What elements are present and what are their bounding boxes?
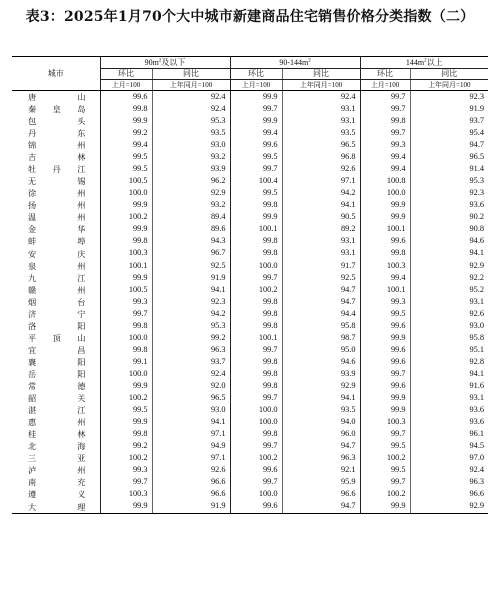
yoy-value-cell: 92.4 xyxy=(469,465,485,475)
yoy-base-header: 上年同月=100 xyxy=(410,80,488,91)
city-cell: 烟台 xyxy=(12,296,100,308)
mom-value-cell: 99.4 xyxy=(100,139,152,151)
yoy-value-cell: 96.3 xyxy=(152,344,230,356)
yoy-value-cell: 94.5 xyxy=(469,441,485,451)
mom-value-cell: 100.0 xyxy=(230,260,282,272)
yoy-value-cell: 94.6 xyxy=(469,236,485,246)
yoy-value-cell: 94.9 xyxy=(152,440,230,452)
table-row xyxy=(12,211,488,223)
yoy-value-cell: 93.1 xyxy=(282,103,360,115)
mom-value-cell: 99.5 xyxy=(100,163,152,175)
mom-value-cell: 99.8 xyxy=(100,344,152,356)
yoy-value-cell: 94.1 xyxy=(152,416,230,428)
yoy-value-cell: 92.9 xyxy=(282,380,360,392)
table-row xyxy=(12,224,488,236)
yoy-value-cell: 92.4 xyxy=(152,103,230,115)
yoy-value-cell: 93.1 xyxy=(282,248,360,260)
yoy-value-cell: 93.5 xyxy=(282,127,360,139)
city-cell: 湛江 xyxy=(12,404,100,416)
mom-value-cell: 99.9 xyxy=(360,404,410,416)
yoy-value-cell: 97.0 xyxy=(469,453,485,463)
mom-value-cell: 100.0 xyxy=(360,187,410,199)
mom-value-cell: 99.8 xyxy=(230,308,282,320)
city-cell: 秦皇岛 xyxy=(12,103,100,115)
yoy-value-cell: 92.4 xyxy=(282,91,360,104)
mom-value-cell: 99.7 xyxy=(360,368,410,380)
table-row xyxy=(12,272,488,284)
table-row xyxy=(12,139,488,151)
mom-value-cell: 99.6 xyxy=(360,236,410,248)
yoy-value-cell: 90.2 xyxy=(469,212,485,222)
mom-value-cell: 99.9 xyxy=(230,115,282,127)
mom-value-cell: 99.5 xyxy=(230,187,282,199)
mom-value-cell: 99.9 xyxy=(360,501,410,514)
mom-value-cell: 99.7 xyxy=(360,91,410,104)
mom-value-cell: 99.8 xyxy=(230,296,282,308)
mom-value-cell: 100.0 xyxy=(230,416,282,428)
table-row xyxy=(12,199,488,211)
mom-value-cell: 99.9 xyxy=(100,272,152,284)
yoy-value-cell: 95.1 xyxy=(469,344,485,354)
mom-value-cell: 99.7 xyxy=(360,477,410,489)
city-cell: 九江 xyxy=(12,272,100,284)
yoy-value-cell: 99.2 xyxy=(152,332,230,344)
mom-value-cell: 100.3 xyxy=(360,416,410,428)
yoy-value-cell: 92.9 xyxy=(469,260,485,270)
yoy-value-cell: 94.1 xyxy=(469,248,485,258)
mom-value-cell: 99.7 xyxy=(360,127,410,139)
mom-value-cell: 100.1 xyxy=(230,332,282,344)
yoy-value-cell: 96.2 xyxy=(152,175,230,187)
yoy-value-cell: 91.9 xyxy=(152,501,230,514)
yoy-value-cell: 97.1 xyxy=(152,428,230,440)
mom-value-cell: 99.7 xyxy=(360,428,410,440)
yoy-value-cell: 93.5 xyxy=(152,127,230,139)
yoy-value-cell: 96.7 xyxy=(152,248,230,260)
yoy-header: 同比 xyxy=(410,69,488,80)
mom-value-cell: 99.8 xyxy=(360,115,410,127)
city-cell: 泸州 xyxy=(12,464,100,476)
table-row xyxy=(12,151,488,163)
mom-value-cell: 99.9 xyxy=(360,332,410,344)
mom-value-cell: 99.4 xyxy=(360,272,410,284)
mom-value-cell: 99.3 xyxy=(360,296,410,308)
table-row xyxy=(12,477,488,489)
yoy-header: 同比 xyxy=(152,69,230,80)
table-row xyxy=(12,489,488,501)
yoy-value-cell: 92.3 xyxy=(152,296,230,308)
table-row xyxy=(12,320,488,332)
table-row xyxy=(12,187,488,199)
mom-value-cell: 99.7 xyxy=(230,344,282,356)
yoy-value-cell: 90.5 xyxy=(282,211,360,223)
mom-value-cell: 99.9 xyxy=(360,199,410,211)
city-cell: 襄阳 xyxy=(12,356,100,368)
yoy-value-cell: 91.7 xyxy=(282,260,360,272)
yoy-value-cell: 93.5 xyxy=(282,404,360,416)
yoy-value-cell: 96.5 xyxy=(152,392,230,404)
mom-value-cell: 99.9 xyxy=(100,199,152,211)
mom-value-cell: 99.8 xyxy=(360,248,410,260)
group-header-under-90: $90m^2$及以下 xyxy=(100,57,230,69)
yoy-value-cell: 94.2 xyxy=(152,308,230,320)
yoy-value-cell: 89.6 xyxy=(152,224,230,236)
mom-value-cell: 99.1 xyxy=(100,356,152,368)
yoy-value-cell: 93.1 xyxy=(469,393,485,403)
table-row xyxy=(12,296,488,308)
yoy-value-cell: 94.1 xyxy=(282,199,360,211)
city-cell: 温州 xyxy=(12,211,100,223)
table-row xyxy=(12,163,488,175)
mom-value-cell: 100.4 xyxy=(230,175,282,187)
table-row xyxy=(12,175,488,187)
table-row xyxy=(12,308,488,320)
mom-value-cell: 100.2 xyxy=(100,392,152,404)
mom-value-cell: 100.1 xyxy=(100,260,152,272)
mom-value-cell: 99.6 xyxy=(360,380,410,392)
mom-value-cell: 99.8 xyxy=(100,320,152,332)
mom-value-cell: 100.8 xyxy=(360,175,410,187)
mom-value-cell: 99.8 xyxy=(100,103,152,115)
yoy-header: 同比 xyxy=(282,69,360,80)
city-cell: 泉州 xyxy=(12,260,100,272)
yoy-value-cell: 94.7 xyxy=(282,284,360,296)
table-row xyxy=(12,236,488,248)
city-cell: 吉林 xyxy=(12,151,100,163)
mom-value-cell: 99.9 xyxy=(100,224,152,236)
yoy-value-cell: 93.2 xyxy=(152,151,230,163)
city-cell: 大理 xyxy=(12,501,100,514)
yoy-value-cell: 93.2 xyxy=(152,199,230,211)
group-header-over-144: $144m^2$以上 xyxy=(360,57,488,69)
yoy-value-cell: 93.9 xyxy=(152,163,230,175)
yoy-value-cell: 93.0 xyxy=(152,139,230,151)
table-row xyxy=(12,344,488,356)
mom-value-cell: 100.3 xyxy=(100,489,152,501)
table-row xyxy=(12,440,488,452)
mom-value-cell: 99.8 xyxy=(230,428,282,440)
yoy-value-cell: 92.2 xyxy=(469,272,485,282)
mom-value-cell: 99.9 xyxy=(100,115,152,127)
mom-value-cell: 99.3 xyxy=(360,139,410,151)
yoy-value-cell: 94.7 xyxy=(282,440,360,452)
yoy-value-cell: 94.7 xyxy=(469,140,485,150)
yoy-value-cell: 96.8 xyxy=(282,151,360,163)
city-cell: 济宁 xyxy=(12,308,100,320)
city-cell: 扬州 xyxy=(12,199,100,211)
mom-value-cell: 99.9 xyxy=(100,416,152,428)
yoy-value-cell: 95.3 xyxy=(152,115,230,127)
mom-value-cell: 99.7 xyxy=(230,477,282,489)
mom-value-cell: 99.6 xyxy=(230,501,282,514)
yoy-base-header: 上年同月=100 xyxy=(152,80,230,91)
city-cell: 洛阳 xyxy=(12,320,100,332)
mom-value-cell: 99.7 xyxy=(230,392,282,404)
mom-value-cell: 100.2 xyxy=(100,211,152,223)
mom-value-cell: 99.8 xyxy=(230,368,282,380)
mom-value-cell: 99.4 xyxy=(360,163,410,175)
yoy-value-cell: 93.1 xyxy=(469,296,485,306)
city-cell: 包头 xyxy=(12,115,100,127)
city-cell: 北海 xyxy=(12,440,100,452)
mom-base-header: 上月=100 xyxy=(230,80,282,91)
city-cell: 桂林 xyxy=(12,428,100,440)
mom-value-cell: 100.1 xyxy=(360,284,410,296)
yoy-value-cell: 95.8 xyxy=(282,320,360,332)
mom-value-cell: 99.4 xyxy=(230,127,282,139)
mom-value-cell: 99.8 xyxy=(230,236,282,248)
city-cell: 蚌埠 xyxy=(12,236,100,248)
yoy-value-cell: 96.5 xyxy=(469,152,485,162)
yoy-value-cell: 92.1 xyxy=(282,464,360,476)
yoy-value-cell: 94.4 xyxy=(282,308,360,320)
table-row xyxy=(12,332,488,344)
yoy-value-cell: 96.5 xyxy=(282,139,360,151)
table-row xyxy=(12,416,488,428)
yoy-value-cell: 93.0 xyxy=(469,320,485,330)
mom-value-cell: 99.9 xyxy=(100,380,152,392)
mom-value-cell: 99.7 xyxy=(360,103,410,115)
mom-value-cell: 99.9 xyxy=(360,392,410,404)
mom-value-cell: 100.2 xyxy=(230,452,282,464)
mom-value-cell: 99.9 xyxy=(230,211,282,223)
yoy-value-cell: 91.6 xyxy=(469,381,485,390)
mom-value-cell: 99.5 xyxy=(230,151,282,163)
city-cell: 岳阳 xyxy=(12,368,100,380)
table-row xyxy=(12,356,488,368)
yoy-value-cell: 91.4 xyxy=(469,164,485,174)
city-cell: 无锡 xyxy=(12,175,100,187)
mom-value-cell: 100.0 xyxy=(100,332,152,344)
yoy-value-cell: 97.1 xyxy=(282,175,360,187)
mom-value-cell: 99.6 xyxy=(230,464,282,476)
city-cell: 惠州 xyxy=(12,416,100,428)
mom-header: 环比 xyxy=(100,69,152,80)
table-row xyxy=(12,248,488,260)
yoy-value-cell: 95.0 xyxy=(282,344,360,356)
yoy-value-cell: 98.7 xyxy=(282,332,360,344)
yoy-value-cell: 92.8 xyxy=(469,356,485,366)
yoy-value-cell: 92.0 xyxy=(152,380,230,392)
mom-value-cell: 100.2 xyxy=(100,452,152,464)
mom-value-cell: 100.0 xyxy=(100,187,152,199)
table-row xyxy=(12,260,488,272)
yoy-value-cell: 96.3 xyxy=(282,452,360,464)
table-row xyxy=(12,380,488,392)
mom-value-cell: 100.3 xyxy=(100,248,152,260)
yoy-value-cell: 95.3 xyxy=(469,176,485,186)
yoy-value-cell: 94.7 xyxy=(282,296,360,308)
table-row xyxy=(12,368,488,380)
mom-value-cell: 100.2 xyxy=(230,284,282,296)
mom-value-cell: 99.8 xyxy=(100,428,152,440)
mom-header: 环比 xyxy=(230,69,282,80)
yoy-value-cell: 92.9 xyxy=(410,501,488,514)
table-row xyxy=(12,452,488,464)
mom-value-cell: 99.7 xyxy=(230,163,282,175)
table-row xyxy=(12,127,488,139)
city-cell: 唐山 xyxy=(12,91,100,104)
mom-value-cell: 100.2 xyxy=(360,489,410,501)
city-cell: 南充 xyxy=(12,477,100,489)
mom-value-cell: 99.5 xyxy=(360,464,410,476)
yoy-value-cell: 95.9 xyxy=(282,477,360,489)
mom-value-cell: 99.8 xyxy=(230,199,282,211)
city-cell: 三亚 xyxy=(12,452,100,464)
table-row xyxy=(12,392,488,404)
yoy-value-cell: 94.1 xyxy=(469,368,485,378)
mom-value-cell: 100.2 xyxy=(360,452,410,464)
table-row xyxy=(12,501,488,514)
yoy-value-cell: 92.5 xyxy=(282,272,360,284)
mom-value-cell: 100.1 xyxy=(230,224,282,236)
table-title: 表3：2025年1月70个大中城市新建商品住宅销售价格分类指数（二） xyxy=(25,9,475,25)
yoy-value-cell: 93.7 xyxy=(469,115,485,125)
mom-value-cell: 100.1 xyxy=(360,224,410,236)
city-cell: 牡丹江 xyxy=(12,163,100,175)
yoy-value-cell: 97.1 xyxy=(152,452,230,464)
mom-value-cell: 99.8 xyxy=(230,248,282,260)
mom-value-cell: 99.2 xyxy=(100,440,152,452)
mom-value-cell: 99.2 xyxy=(100,127,152,139)
yoy-base-header: 上年同月=100 xyxy=(282,80,360,91)
table-row xyxy=(12,284,488,296)
city-cell: 安庆 xyxy=(12,248,100,260)
table-row xyxy=(12,428,488,440)
mom-header: 环比 xyxy=(360,69,410,80)
yoy-value-cell: 96.1 xyxy=(469,429,485,439)
yoy-value-cell: 93.9 xyxy=(282,368,360,380)
mom-value-cell: 99.8 xyxy=(100,236,152,248)
mom-value-cell: 99.7 xyxy=(100,477,152,489)
city-cell: 金华 xyxy=(12,224,100,236)
yoy-value-cell: 89.2 xyxy=(282,224,360,236)
yoy-value-cell: 94.7 xyxy=(282,501,360,514)
city-cell: 常德 xyxy=(12,380,100,392)
yoy-value-cell: 94.6 xyxy=(282,356,360,368)
mom-value-cell: 99.6 xyxy=(100,91,152,104)
mom-value-cell: 100.5 xyxy=(100,175,152,187)
yoy-value-cell: 92.5 xyxy=(152,260,230,272)
yoy-value-cell: 92.4 xyxy=(152,91,230,104)
yoy-value-cell: 94.3 xyxy=(152,236,230,248)
yoy-value-cell: 94.2 xyxy=(282,187,360,199)
yoy-value-cell: 92.6 xyxy=(152,464,230,476)
table-body xyxy=(12,91,488,514)
yoy-value-cell: 93.1 xyxy=(282,236,360,248)
mom-value-cell: 99.4 xyxy=(360,151,410,163)
city-cell: 遵义 xyxy=(12,489,100,501)
yoy-value-cell: 90.8 xyxy=(469,224,485,234)
table-row xyxy=(12,404,488,416)
yoy-value-cell: 92.9 xyxy=(152,187,230,199)
yoy-value-cell: 92.6 xyxy=(282,163,360,175)
yoy-value-cell: 93.7 xyxy=(152,356,230,368)
mom-base-header: 上月=100 xyxy=(360,80,410,91)
yoy-value-cell: 96.0 xyxy=(282,428,360,440)
yoy-value-cell: 96.6 xyxy=(152,477,230,489)
yoy-value-cell: 92.3 xyxy=(469,188,485,198)
table-row xyxy=(12,115,488,127)
yoy-value-cell: 96.6 xyxy=(152,489,230,501)
yoy-value-cell: 92.3 xyxy=(469,91,485,101)
mom-value-cell: 99.7 xyxy=(100,308,152,320)
yoy-value-cell: 95.8 xyxy=(469,332,485,342)
mom-value-cell: 99.9 xyxy=(100,501,152,514)
yoy-value-cell: 94.1 xyxy=(152,284,230,296)
yoy-value-cell: 94.0 xyxy=(282,416,360,428)
mom-value-cell: 99.8 xyxy=(230,320,282,332)
mom-value-cell: 99.5 xyxy=(360,440,410,452)
yoy-value-cell: 93.6 xyxy=(469,417,485,427)
mom-value-cell: 100.0 xyxy=(100,368,152,380)
city-column-header: 城市 xyxy=(12,57,100,91)
mom-value-cell: 100.0 xyxy=(230,404,282,416)
mom-value-cell: 100.3 xyxy=(360,260,410,272)
yoy-value-cell: 91.9 xyxy=(152,272,230,284)
yoy-value-cell: 89.4 xyxy=(152,211,230,223)
yoy-value-cell: 96.3 xyxy=(469,477,485,487)
city-cell: 平顶山 xyxy=(12,332,100,344)
table-row xyxy=(12,91,488,104)
price-index-table xyxy=(12,56,488,514)
mom-value-cell: 100.0 xyxy=(230,489,282,501)
yoy-value-cell: 95.4 xyxy=(469,128,485,138)
yoy-value-cell: 93.6 xyxy=(469,405,485,415)
yoy-value-cell: 94.1 xyxy=(282,392,360,404)
mom-value-cell: 99.6 xyxy=(230,139,282,151)
city-cell: 韶关 xyxy=(12,392,100,404)
table-row xyxy=(12,464,488,476)
mom-value-cell: 99.6 xyxy=(360,356,410,368)
yoy-value-cell: 92.6 xyxy=(469,308,485,318)
mom-value-cell: 99.7 xyxy=(230,272,282,284)
city-cell: 锦州 xyxy=(12,139,100,151)
city-cell: 赣州 xyxy=(12,284,100,296)
mom-value-cell: 99.5 xyxy=(100,151,152,163)
mom-value-cell: 99.3 xyxy=(100,296,152,308)
mom-value-cell: 99.5 xyxy=(360,308,410,320)
yoy-value-cell: 96.6 xyxy=(282,489,360,501)
mom-value-cell: 99.9 xyxy=(360,211,410,223)
mom-value-cell: 99.7 xyxy=(230,440,282,452)
mom-value-cell: 99.8 xyxy=(230,380,282,392)
yoy-value-cell: 93.1 xyxy=(282,115,360,127)
city-cell: 宜昌 xyxy=(12,344,100,356)
yoy-value-cell: 91.9 xyxy=(469,103,485,113)
yoy-value-cell: 93.6 xyxy=(469,200,485,210)
yoy-value-cell: 95.2 xyxy=(469,284,485,294)
group-header-90-144: $90-144m^2$ xyxy=(230,57,360,69)
yoy-value-cell: 96.6 xyxy=(469,489,485,499)
mom-value-cell: 99.5 xyxy=(100,404,152,416)
yoy-value-cell: 92.4 xyxy=(152,368,230,380)
mom-value-cell: 99.7 xyxy=(230,103,282,115)
mom-value-cell: 99.9 xyxy=(230,91,282,104)
mom-value-cell: 99.6 xyxy=(360,320,410,332)
mom-value-cell: 100.5 xyxy=(100,284,152,296)
city-cell: 丹东 xyxy=(12,127,100,139)
city-cell: 徐州 xyxy=(12,187,100,199)
mom-value-cell: 99.3 xyxy=(100,464,152,476)
mom-base-header: 上月=100 xyxy=(100,80,152,91)
yoy-value-cell: 93.0 xyxy=(152,404,230,416)
table-row xyxy=(12,103,488,115)
mom-value-cell: 99.6 xyxy=(360,344,410,356)
yoy-value-cell: 95.3 xyxy=(152,320,230,332)
mom-value-cell: 99.8 xyxy=(230,356,282,368)
